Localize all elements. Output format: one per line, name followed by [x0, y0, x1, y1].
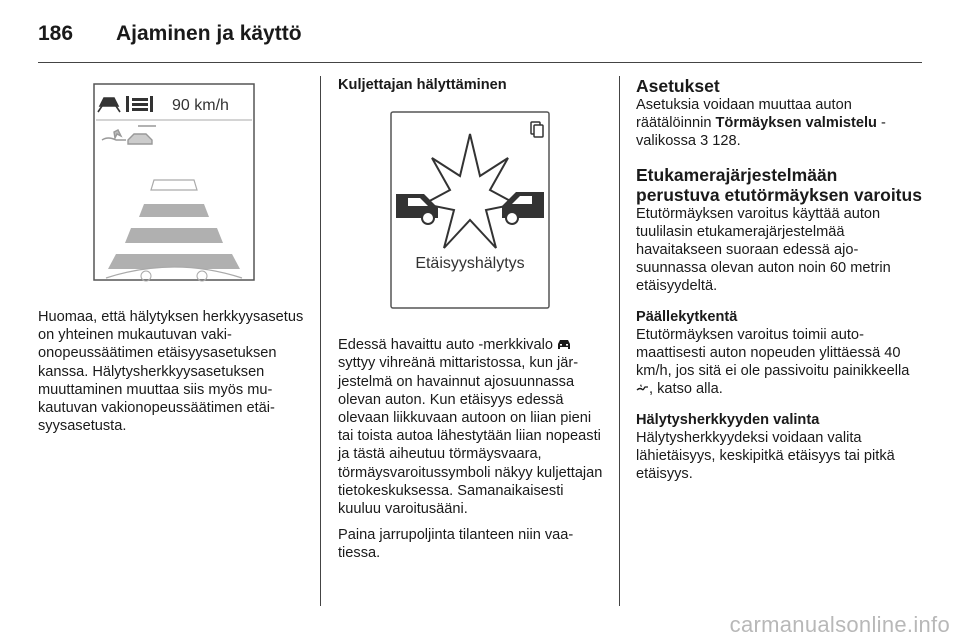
watermark: carmanualsonline.info	[729, 612, 950, 637]
sensitivity-heading: Hälytysherkkyyden valinta	[636, 411, 820, 428]
settings-paragraph: Asetuksia voidaan muuttaa auton räätälöinnin Törmäyksen valmistelu -valikossa 3 128.	[636, 97, 886, 150]
vehicle-ahead-icon	[557, 338, 571, 350]
collision-button-icon	[636, 382, 649, 394]
activation-paragraph: Etutörmäyksen varoitus toimii automaattisesti auton nopeuden ylittäessä 40 km/h, jos sitä ei ole passivoitu painikkeella , katso alla.	[636, 326, 910, 398]
page-number: 186	[38, 22, 74, 45]
column-divider-1	[320, 76, 321, 606]
col2-paragraph-2: Paina jarrupoljinta tilanteen niin vaatiessa.	[338, 527, 574, 562]
column-1	[38, 76, 304, 443]
column-2	[338, 76, 604, 571]
road-bar-2	[139, 204, 209, 217]
distance-warning-figure	[338, 98, 604, 326]
column-divider-2	[619, 76, 620, 606]
col2-paragraph-1: Edessä havaittu auto -merkkivalo syttyy vihreänä mittaristossa, kun järjestelmä on havainnut ajosuunnassa olevan auton. Kun etäisyys edessä olevaan liikkuvaan autoon on liian pieni tai toista autoa lähestytään liian nopeasti ja tästä aiheutuu törmäysvaara, törmäysvaroitussymboli näkyy kuljettajan tietokeskuksessa. Samanaikaisesti kuuluu varoitusääni.	[338, 337, 603, 518]
chapter-title: Ajaminen ja käyttö	[116, 22, 302, 45]
page-ref-arrow-icon: 3	[700, 133, 709, 150]
camera-fcw-paragraph: Etutörmäyksen varoitus käyttää auton tuulilasin etukamerajärjestelmää havaitakseen suoraan edessä ajosuunnassa olevan auton noin 60 metrin etäisyydeltä.	[636, 205, 891, 295]
driver-alert-heading: Kuljettajan hälyttäminen	[338, 77, 507, 93]
menu-name: Törmäyksen valmistelu	[715, 115, 877, 132]
page-header	[38, 14, 302, 54]
cluster-display-figure	[38, 76, 304, 298]
speed-readout: 90 km/h	[172, 97, 229, 114]
camera-fcw-heading: Etukamerajärjestelmään perustuva etutörmäyksen varoitus	[636, 164, 922, 205]
activation-heading: Päällekytkentä	[636, 308, 738, 325]
warning-label: Etäisyyshälytys	[415, 255, 525, 273]
col1-paragraph: Huomaa, että hälytyksen herkkyysasetus on yhteinen mukautuvan vakionopeussäätimen etäisyysasetuksen kanssa. Hälytysherkkyysasetuksen muuttaminen muuttaa siis myös mukautuvan vakionopeussäätimen etäisyysasetusta.	[38, 309, 304, 435]
road-bar-3	[125, 228, 223, 243]
column-3	[636, 76, 922, 491]
header-rule	[38, 62, 922, 63]
settings-heading: Asetukset	[636, 76, 720, 96]
sensitivity-paragraph: Hälytysherkkyydeksi voidaan valita lähietäisyys, keskipitkä etäisyys tai pitkä etäisyys.	[636, 429, 895, 483]
